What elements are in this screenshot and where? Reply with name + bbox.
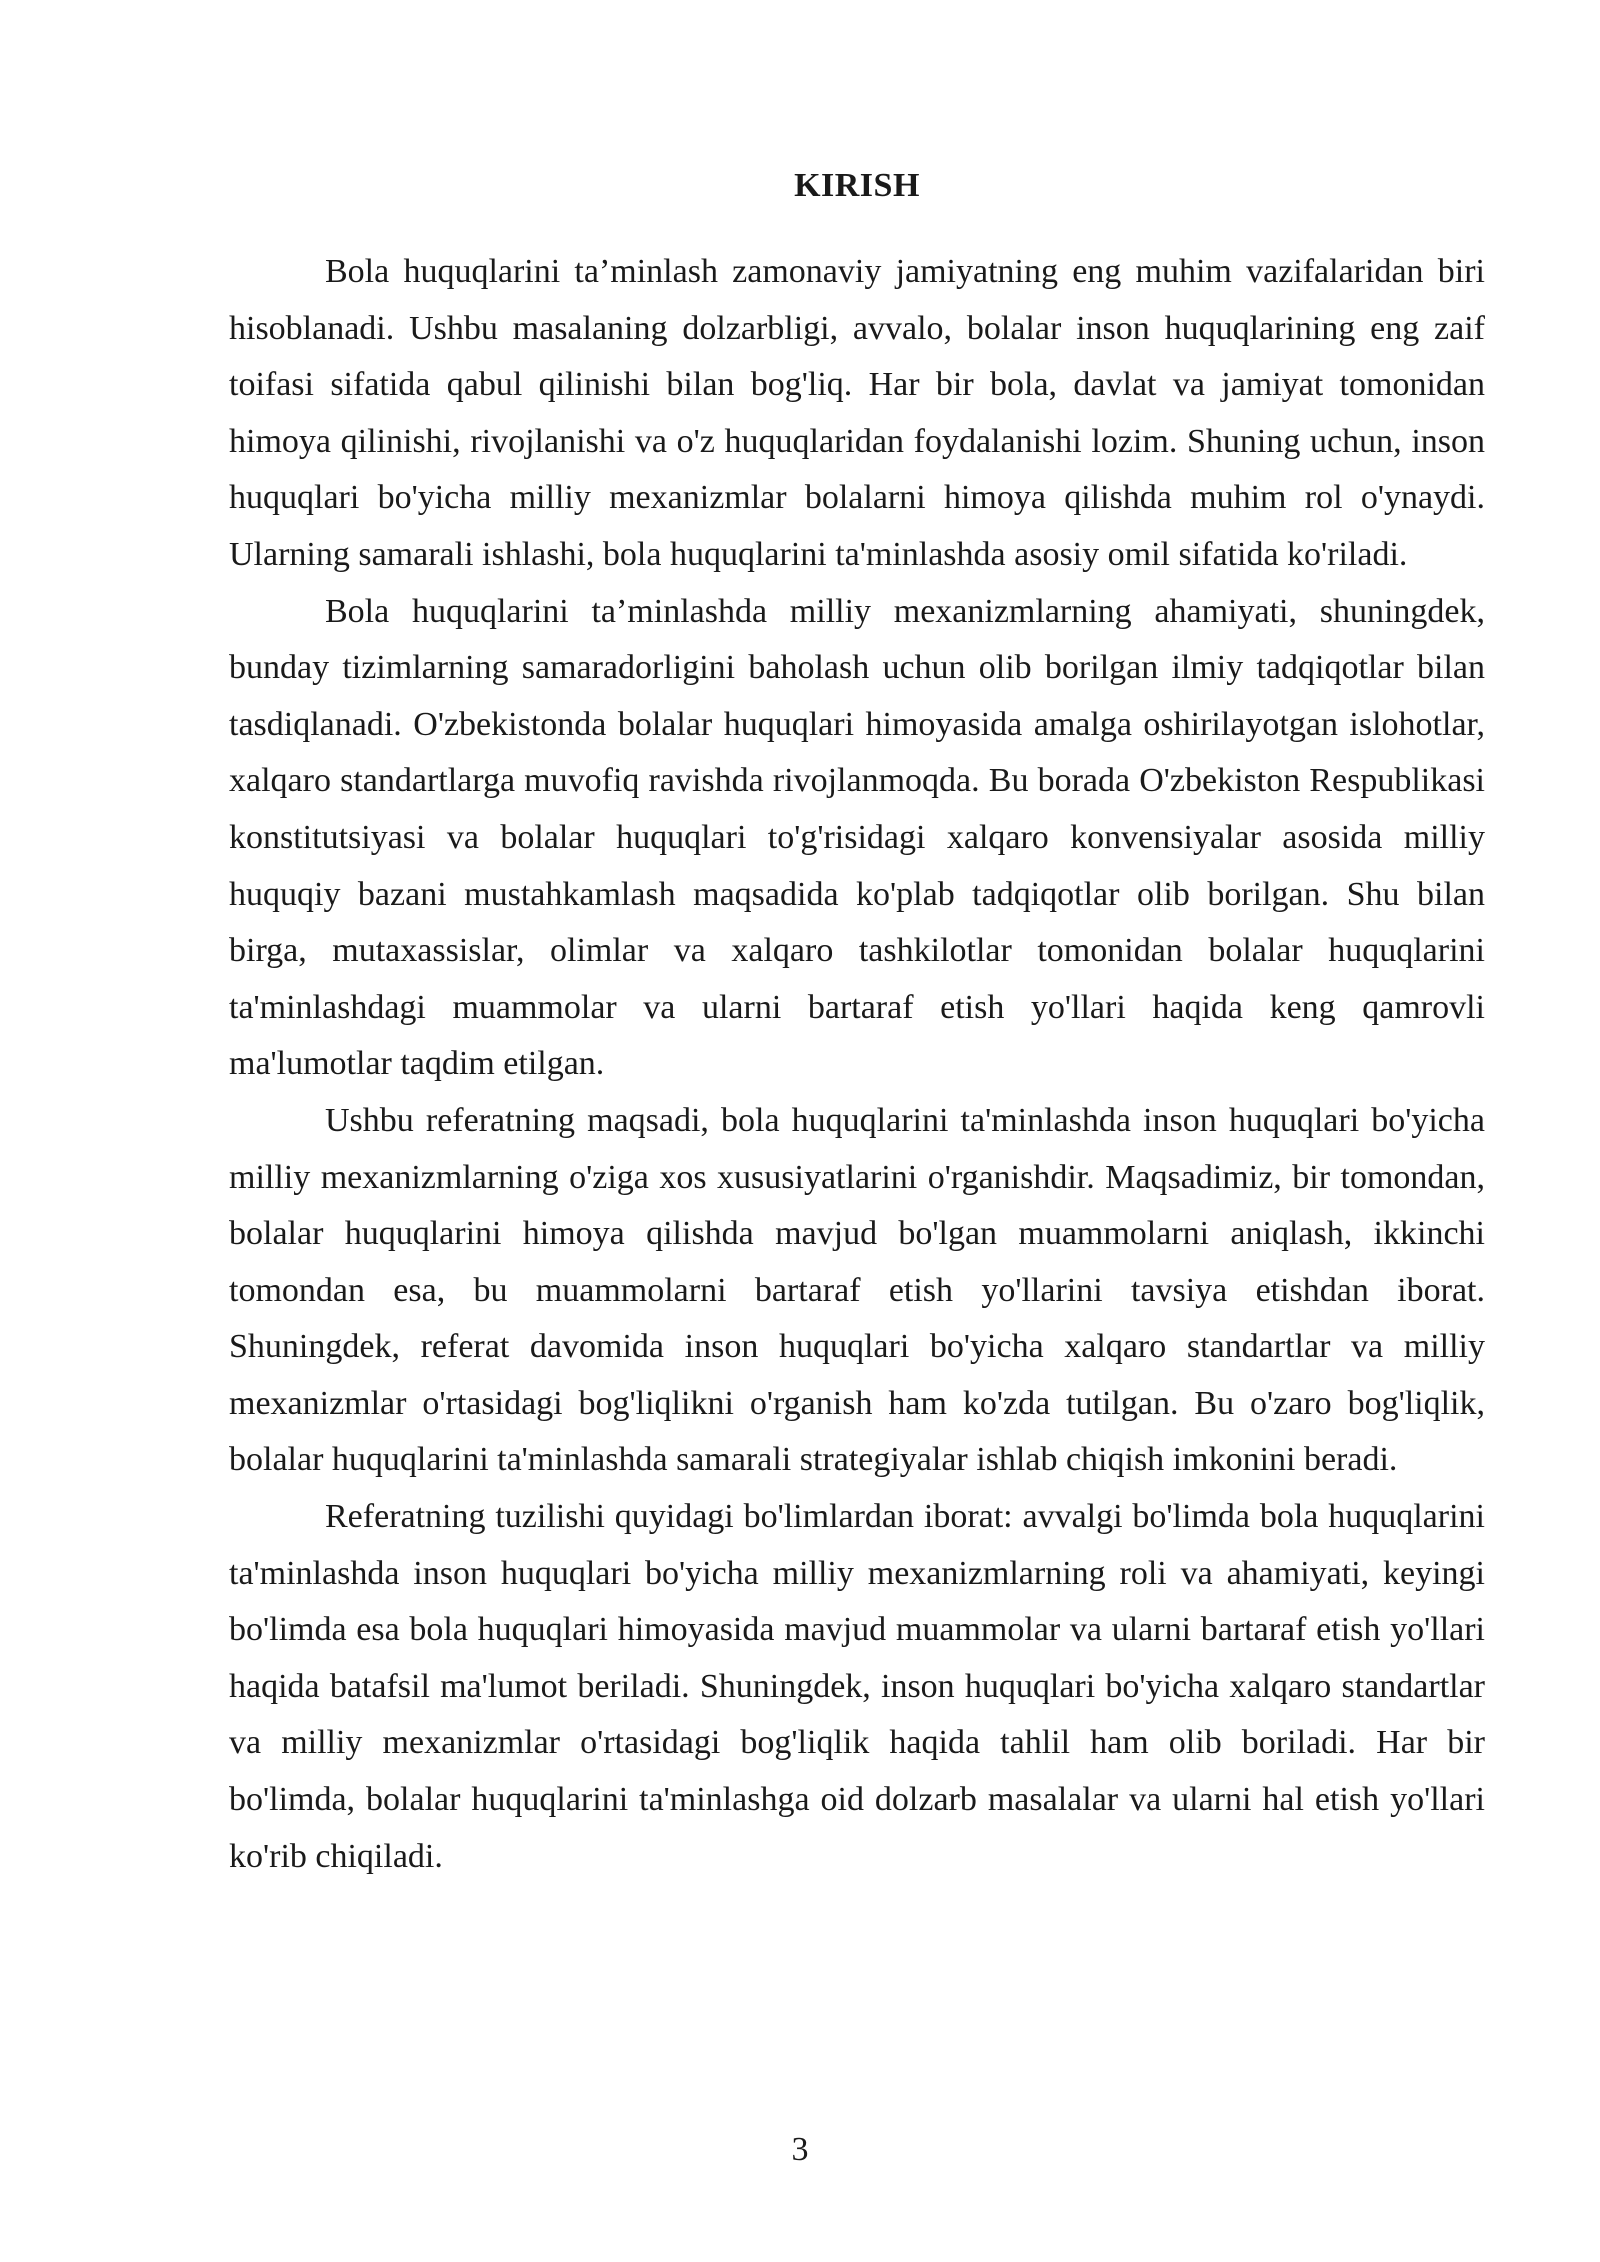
section-title: KIRISH bbox=[794, 167, 920, 204]
paragraph-3: Ushbu referatning maqsadi, bola huquqlarini ta'minlashda inson huquqlari bo'yicha milliy mexanizmlarning o'ziga xos xususiyatlarini o'rganishdir. Maqsadimiz, bir tomondan, bolalar huquqlarini himoya qilishda mavjud bo'lgan muammolarni aniqlash, ikkinchi tomondan esa, bu muammolarni bartaraf etish yo'llarini tavsiya etishdan iborat. Shuningdek, referat davomida inson huquqlari bo'yicha xalqaro standartlar va milliy mexanizmlar o'rtasidagi bog'liqlikni o'rganish ham ko'zda tutilgan. Bu o'zaro bog'liqlik, bolalar huquqlarini ta'minlashda samarali strategiyalar ishlab chiqish imkonini beradi. bbox=[229, 1101, 1485, 1479]
page-number: 3 bbox=[791, 2131, 809, 2168]
paragraph-4: Referatning tuzilishi quyidagi bo'limlardan iborat: avvalgi bo'limda bola huquqlarini ta'minlashda inson huquqlari bo'yicha milliy mexanizmlarning roli va ahamiyati, keyingi bo'limda esa bola huquqlari himoyasida mavjud muammolar va ularni bartaraf etish yo'llari haqida batafsil ma'lumot beriladi. Shuningdek, inson huquqlari bo'yicha xalqaro standartlar va milliy mexanizmlar o'rtasidagi bog'liqlik haqida tahlil ham olib boriladi. Har bir bo'limda, bolalar huquqlarini ta'minlashga oid dolzarb masalalar va ularni hal etish yo'llari ko'rib chiqiladi. bbox=[229, 1498, 1485, 1875]
paragraph-1: Bola huquqlarini ta’minlash zamonaviy jamiyatning eng muhim vazifalaridan biri hisoblanadi. Ushbu masalaning dolzarbligi, avvalo, bolalar inson huquqlarining eng zaif toifasi sifatida qabul qilinishi bilan bog'liq. Har bir bola, davlat va jamiyat tomonidan himoya qilinishi, rivojlanishi va o'z huquqlaridan foydalanishi lozim. Shuning uchun, inson huquqlari bo'yicha milliy mexanizmlar bolalarni himoya qilishda muhim rol o'ynaydi. Ularning samarali ishlashi, bola huquqlarini ta'minlashda asosiy omil sifatida ko'riladi. bbox=[229, 253, 1485, 573]
document-body bbox=[229, 244, 1485, 1885]
paragraph-2: Bola huquqlarini ta’minlashda milliy mexanizmlarning ahamiyati, shuningdek, bunday tizimlarning samaradorligini baholash uchun olib borilgan ilmiy tadqiqotlar bilan tasdiqlanadi. O'zbekistonda bolalar huquqlari himoyasida amalga oshirilayotgan islohotlar, xalqaro standartlarga muvofiq ravishda rivojlanmoqda. Bu borada O'zbekiston Respublikasi konstitutsiyasi va bolalar huquqlari to'g'risidagi xalqaro konvensiyalar asosida milliy huquqiy bazani mustahkamlash maqsadida ko'plab tadqiqotlar olib borilgan. Shu bilan birga, mutaxassislar, olimlar va xalqaro tashkilotlar tomonidan bolalar huquqlarini ta'minlashdagi muammolar va ularni bartaraf etish yo'llari haqida keng qamrovli ma'lumotlar taqdim etilgan. bbox=[229, 592, 1485, 1083]
